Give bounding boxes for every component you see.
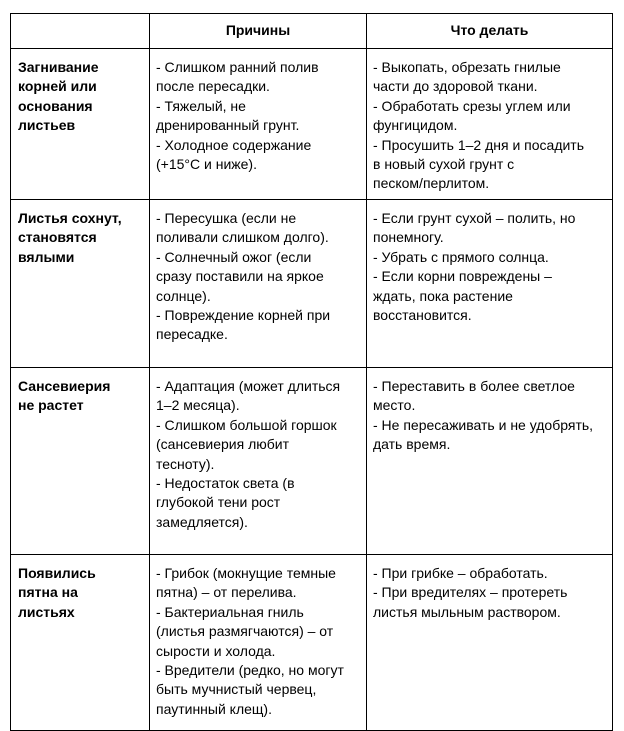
cell-text-line: основания [18, 97, 93, 114]
causes-cell [150, 200, 367, 368]
cell-text-line: - Солнечный ожог (если [156, 248, 312, 265]
cell-text-line: - Повреждение корней при [156, 307, 331, 324]
cell-text-line: тесноту). [156, 455, 215, 472]
cell-text-line: листья мыльным раствором. [373, 603, 561, 620]
cell-text-line: - При вредителях – протереть [373, 584, 568, 601]
header-empty [11, 14, 150, 49]
problem-cell [11, 368, 150, 555]
cell-text-line: - Холодное содержание [156, 136, 312, 153]
cell-text-line: - Вредители (редко, но могут [156, 662, 344, 679]
cell-text-line: быть мучнистый червец, [156, 681, 317, 698]
cell-text-line: место. [373, 397, 416, 414]
cell-text-line: паутинный клещ). [156, 700, 272, 717]
cell-text-line: - Не пересаживать и не удобрять, [373, 416, 594, 433]
care-table [10, 13, 613, 731]
cell-text-line: - При грибке – обработать. [373, 565, 548, 581]
cell-text-line: дать время. [373, 436, 451, 453]
cell-text-line: дренированный грунт. [156, 117, 300, 134]
cell-text-line: пересадке. [156, 326, 228, 343]
table-row [11, 368, 613, 555]
cell-text-line: - Тяжелый, не [156, 97, 246, 114]
cell-text-line: - Недостаток света (в [156, 475, 295, 492]
cell-text-line: - Переставить в более светлое [373, 378, 575, 394]
problem-cell [11, 49, 150, 200]
cell-text-line: становятся [18, 229, 97, 246]
cell-text-line: солнце). [156, 287, 211, 304]
cell-text-line: 1–2 месяца). [156, 397, 240, 414]
causes-cell [150, 368, 367, 555]
cell-text-line: Появились [18, 565, 96, 581]
cell-text-line: - Если грунт сухой – полить, но [373, 210, 576, 226]
header-row [11, 14, 613, 49]
cell-text-line: Листья сохнут, [18, 210, 122, 226]
cell-text-line: (+15°C и ниже). [156, 156, 257, 173]
actions-cell [367, 368, 613, 555]
problem-cell [11, 200, 150, 368]
cell-text-line: - Обработать срезы углем или [373, 97, 571, 114]
cell-text-line: не растет [18, 397, 84, 414]
actions-cell [367, 49, 613, 200]
cell-text-line: - Слишком большой горшок [156, 416, 337, 433]
cell-text-line: сразу поставили на яркое [156, 268, 324, 285]
table-row [11, 49, 613, 200]
cell-text-line: - Слишком ранний полив [156, 59, 319, 75]
cell-text-line: восстановится. [373, 307, 472, 324]
cell-text-line: корней или [18, 78, 97, 95]
cell-text-line: листьях [18, 603, 75, 620]
cell-text-line: ждать, пока растение [373, 287, 513, 304]
cell-text-line: глубокой тени рост [156, 494, 281, 511]
table-row [11, 200, 613, 368]
cell-text-line: Загнивание [18, 59, 99, 75]
cell-text-line: листьев [18, 117, 76, 134]
cell-text-line: - Грибок (мокнущие темные [156, 565, 336, 581]
cell-text-line: - Адаптация (может длиться [156, 378, 341, 394]
causes-cell [150, 49, 367, 200]
actions-cell [367, 200, 613, 368]
cell-text-line: после пересадки. [156, 78, 270, 95]
cell-text-line: в новый сухой грунт с [373, 156, 515, 173]
header-causes: Причины [150, 14, 367, 49]
cell-text-line: - Просушить 1–2 дня и посадить [373, 136, 585, 153]
cell-text-line: сырости и холода. [156, 642, 276, 659]
cell-text-line: (сансевиерия любит [156, 436, 290, 453]
actions-cell [367, 555, 613, 731]
cell-text-line: - Бактериальная гниль [156, 603, 304, 620]
cell-text-line: - Пересушка (если не [156, 210, 297, 226]
causes-cell [150, 555, 367, 731]
table-row [11, 555, 613, 731]
header-actions: Что делать [367, 14, 613, 49]
cell-text-line: (листья размягчаются) – от [156, 623, 334, 640]
cell-text-line: - Выкопать, обрезать гнилые [373, 59, 561, 75]
cell-text-line: фунгицидом. [373, 117, 458, 134]
cell-text-line: - Убрать с прямого солнца. [373, 248, 549, 265]
cell-text-line: песком/перлитом. [373, 175, 490, 192]
cell-text-line: пятна) – от перелива. [156, 584, 297, 601]
cell-text-line: понемногу. [373, 229, 444, 246]
cell-text-line: - Если корни повреждены – [373, 268, 552, 285]
cell-text-line: поливали слишком долго). [156, 229, 329, 246]
problem-cell [11, 555, 150, 731]
cell-text-line: вялыми [18, 248, 75, 265]
cell-text-line: пятна на [18, 584, 78, 601]
cell-text-line: части до здоровой ткани. [373, 78, 538, 95]
cell-text-line: замедляется). [156, 513, 248, 530]
cell-text-line: Сансевиерия [18, 378, 111, 394]
